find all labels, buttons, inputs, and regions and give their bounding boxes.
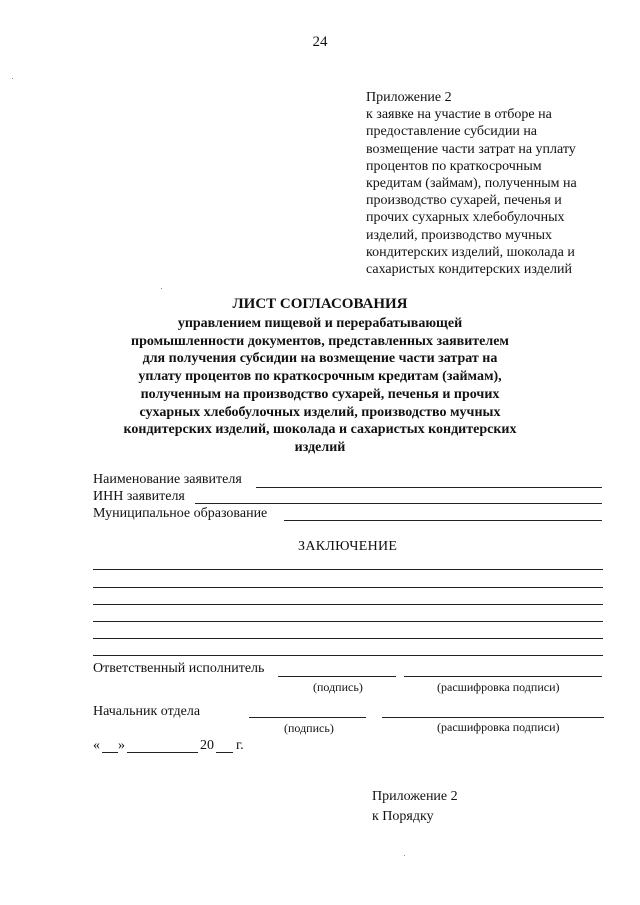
conclusion-line[interactable] <box>93 604 603 605</box>
date-year-suffix: г. <box>236 738 244 753</box>
appendix-line: Приложение 2 <box>366 90 452 105</box>
footer-appendix-line: к Порядку <box>372 809 434 824</box>
date-month-field[interactable] <box>127 752 198 753</box>
appendix-line: процентов по краткосрочным <box>366 158 542 174</box>
decryption-caption: (расшифровка подписи) <box>437 680 560 694</box>
conclusion-line[interactable] <box>93 638 603 639</box>
subtitle-line: сухарных хлебобулочных изделий, производство мучных <box>139 404 501 420</box>
scan-speck <box>161 288 162 289</box>
municipality-field[interactable] <box>284 520 602 521</box>
footer-appendix <box>372 787 458 827</box>
date-close-quote: » <box>118 738 125 753</box>
appendix-line: производство сухарей, печенья и <box>366 193 562 209</box>
signature-caption: (подпись) <box>313 680 363 694</box>
page-number: 24 <box>312 34 328 50</box>
conclusion-line[interactable] <box>93 655 603 656</box>
date-year-field[interactable] <box>216 752 233 753</box>
scan-speck <box>404 855 405 856</box>
responsible-signature-field[interactable] <box>278 676 396 677</box>
footer-appendix-line: Приложение 2 <box>372 789 458 804</box>
document-subtitle <box>120 315 520 457</box>
scan-speck <box>12 78 13 79</box>
appendix-line: предоставление субсидии на <box>366 124 538 140</box>
subtitle-line: полученным на производство сухарей, печенья и прочих <box>140 386 500 402</box>
subtitle-line: промышленности документов, представленных заявителем <box>131 333 509 349</box>
date-year-prefix: 20 <box>200 738 214 753</box>
document-title: ЛИСТ СОГЛАСОВАНИЯ <box>232 296 408 312</box>
decryption-caption: (расшифровка подписи) <box>437 720 560 734</box>
inn-field[interactable] <box>195 503 602 504</box>
appendix-line: возмещение части затрат на уплату <box>366 141 576 157</box>
appendix-line: изделий, производство мучных <box>366 227 552 243</box>
appendix-line: кондитерских изделий, шоколада и <box>366 244 575 260</box>
department-head-label: Начальник отдела <box>93 704 201 719</box>
head-signature-field[interactable] <box>249 717 366 718</box>
conclusion-heading: ЗАКЛЮЧЕНИЕ <box>298 539 398 554</box>
responsible-executor-label: Ответственный исполнитель <box>93 661 265 676</box>
appendix-header <box>366 89 577 278</box>
conclusion-line[interactable] <box>93 621 603 622</box>
subtitle-line: уплату процентов по краткосрочным кредитам (займам), <box>138 369 502 385</box>
subtitle-line: кондитерских изделий, шоколада и сахаристых кондитерских <box>123 422 517 438</box>
signature-caption: (подпись) <box>284 721 334 735</box>
applicant-name-label: Наименование заявителя <box>93 472 242 487</box>
responsible-decryption-field[interactable] <box>404 676 602 677</box>
date-open-quote: « <box>93 738 100 753</box>
appendix-line: сахаристых кондитерских изделий <box>366 262 572 278</box>
subtitle-line: управлением пищевой и перерабатывающей <box>177 316 463 331</box>
appendix-line: к заявке на участие в отборе на <box>366 107 552 123</box>
appendix-line: кредитам (займам), полученным на <box>366 176 577 192</box>
date-day-field[interactable] <box>102 752 118 753</box>
conclusion-line[interactable] <box>93 587 603 588</box>
applicant-name-field[interactable] <box>256 487 602 488</box>
municipality-label: Муниципальное образование <box>93 506 268 521</box>
head-decryption-field[interactable] <box>382 717 604 718</box>
appendix-line: прочих сухарных хлебобулочных <box>366 210 565 226</box>
subtitle-line: для получения субсидии на возмещение части затрат на <box>142 351 498 367</box>
conclusion-line[interactable] <box>93 569 603 570</box>
subtitle-line: изделий <box>294 439 346 455</box>
inn-label: ИНН заявителя <box>93 489 185 504</box>
